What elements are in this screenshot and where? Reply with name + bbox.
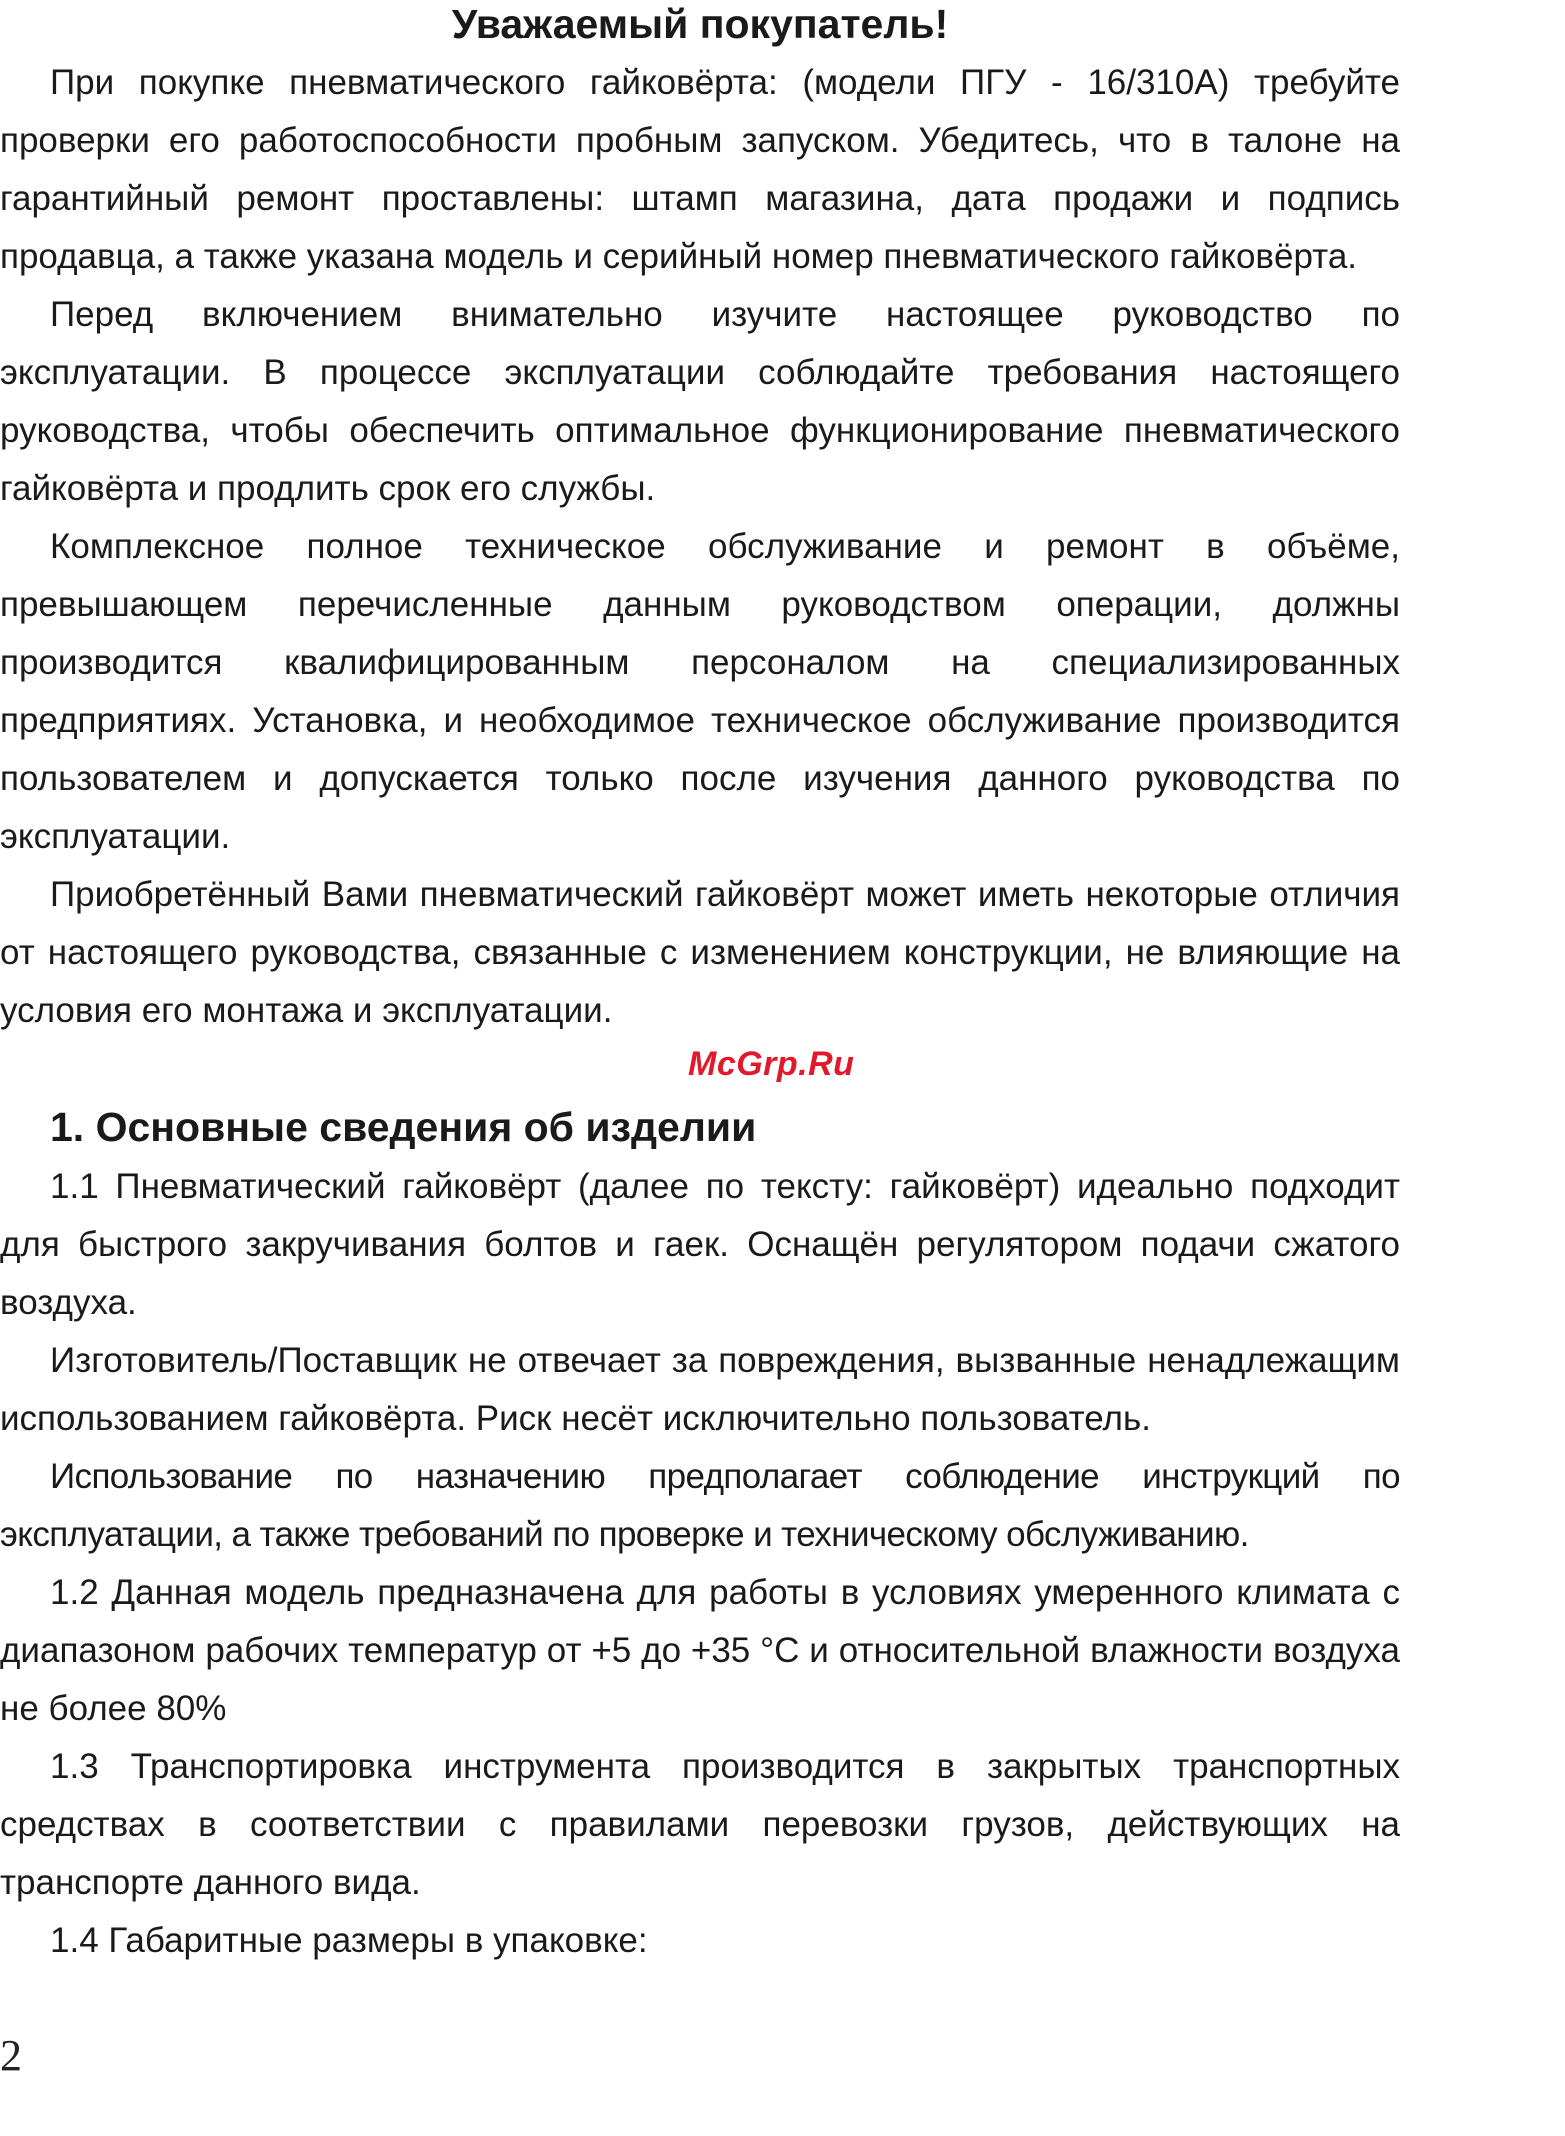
section-1-paragraph-1: 1.1 Пневматический гайковёрт (далее по тексту: гайковёрт) идеально подходит для быстрого закручивания болтов и гаек. Оснащён регулятором подачи сжатого воздуха.: [0, 1167, 1400, 1322]
section-1-paragraph-6: 1.4 Габаритные размеры в упаковке:: [50, 1921, 648, 1960]
intro-paragraph-3: Комплексное полное техническое обслуживание и ремонт в объёме, превышающем перечисленные данным руководством операции, должны производится квалифицированным персоналом на специализированных предприятиях. Установка, и необходимое техническое обслуживание производится пользователем и допускается только после изучения данного руководства по эксплуатации.: [0, 527, 1400, 856]
section-1-paragraph-3: Использование по назначению предполагает соблюдение инструкций по эксплуатации, а также требований по проверке и техническому обслуживанию.: [0, 1457, 1400, 1554]
section-1-paragraph-4: 1.2 Данная модель предназначена для работы в условиях умеренного климата с диапазоном рабочих температур от +5 до +35 °С и относительной влажности воздуха не более 80%: [0, 1573, 1400, 1728]
intro-paragraph-4: Приобретённый Вами пневматический гайковёрт может иметь некоторые отличия от настоящего руководства, связанные с изменением конструкции, не влияющие на условия его монтажа и эксплуатации.: [0, 875, 1400, 1030]
section-1-paragraph-2: Изготовитель/Поставщик не отвечает за повреждения, вызванные ненадлежащим использованием гайковёрта. Риск несёт исключительно пользователь.: [0, 1341, 1400, 1438]
page-number: 2: [0, 2031, 22, 2080]
watermark-text: McGrp.Ru: [688, 1045, 855, 1083]
intro-paragraph-2: Перед включением внимательно изучите настоящее руководство по эксплуатации. В процессе эксплуатации соблюдайте требования настоящего руководства, чтобы обеспечить оптимальное функционирование пневматического гайковёрта и продлить срок его службы.: [0, 295, 1400, 508]
greeting-heading: Уважаемый покупатель!: [451, 1, 949, 47]
section-1-title: 1. Основные сведения об изделии: [50, 1104, 757, 1150]
intro-paragraph-1: При покупке пневматического гайковёрта: (модели ПГУ - 16/310А) требуйте проверки его работоспособности пробным запуском. Убедитесь, что в талоне на гарантийный ремонт проставлены: штамп магазина, дата продажи и подпись продавца, а также указана модель и серийный номер пневматического гайковёрта.: [0, 63, 1400, 276]
section-1-paragraph-5: 1.3 Транспортировка инструмента производится в закрытых транспортных средствах в соответствии с правилами перевозки грузов, действующих на транспорте данного вида.: [0, 1747, 1400, 1902]
